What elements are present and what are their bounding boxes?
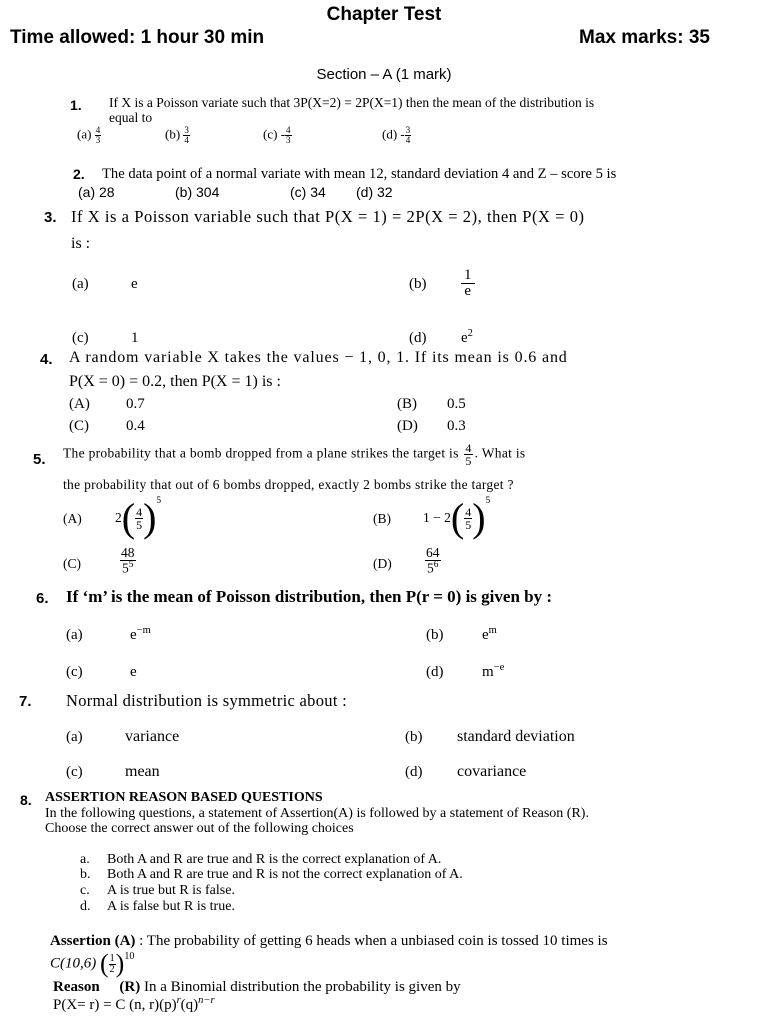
q6-number: 6. <box>36 590 49 607</box>
q1-option-b-value: $\frac{3}{4}$ <box>184 125 189 145</box>
q3-option-d-exp: 2 <box>467 328 473 339</box>
q1-option-c <box>263 126 292 145</box>
q5-option-b-label: (B) <box>373 511 391 526</box>
q7-option-b-value: standard deviation <box>457 728 575 745</box>
q5-text-line1 <box>63 442 525 467</box>
page-title: Chapter Test <box>326 4 442 25</box>
q3-option-c-value: 1 <box>131 330 139 346</box>
q3-option-d-label: (d) <box>409 330 427 346</box>
q8-reason-formula: P(X= r) = C (n, $r)(p)^r(q)^{n-r}$ <box>53 995 215 1013</box>
q1-number: 1. <box>70 97 82 113</box>
q8-choice-a: a. Both A and R are true and R is the correct explanation of A. <box>80 852 442 867</box>
q4-option-d-label: (D) <box>397 418 418 434</box>
q3-option-a-label: (a) <box>72 276 89 292</box>
q8-choice-d: d. A is false but R is true. <box>80 899 235 914</box>
max-marks: Max marks: 35 <box>579 27 710 48</box>
q1-option-c-value: $\frac{4}{3}$ <box>286 125 291 145</box>
q5-number: 5. <box>33 451 46 468</box>
q5-option-b-prefix: 1 − 2 <box>423 510 451 525</box>
q5-option-d-value: $\frac{64}{5^6}$ <box>426 545 440 575</box>
q1-option-a <box>77 126 101 145</box>
q8-intro-line1: In the following questions, a statement of Assertion(A) is followed by a statement of Reason (R). <box>45 806 589 821</box>
q4-text-line1: A random variable X takes the values − 1, 0, 1. If its mean is 0.6 and <box>69 349 568 366</box>
q1-option-d-label: (d) <box>382 126 398 142</box>
q4-option-b-label: (B) <box>397 396 417 412</box>
q5-option-a-exp: 5 <box>156 496 162 506</box>
q8-assertion-label: Assertion (A) <box>50 933 136 949</box>
q3-option-b-num: 1 <box>461 268 475 284</box>
q3-option-a-value: e <box>131 276 138 292</box>
q2-text: The data point of a normal variate with mean 12, standard deviation 4 and Z – score 5 is <box>102 166 617 182</box>
q7-option-c-value: mean <box>125 763 160 780</box>
q4-option-a-label: (A) <box>69 396 90 412</box>
q5-option-a-coef: 2 <box>115 510 122 525</box>
q2-option-c: (c) 34 <box>290 184 326 200</box>
q1-option-c-sign: - <box>280 126 286 142</box>
q8-reason-r: (R) <box>119 979 141 995</box>
q5-option-b-value: 1 − 2( $\frac{4}{5}$ )$^5$ <box>423 495 491 540</box>
q8-assertion-formula: C(10,6) ( $\frac{1}{2}$ )$^{10}$ <box>50 949 135 978</box>
q5-option-a-value: 2( $\frac{4}{5}$ )$^5$ <box>115 495 162 540</box>
q6-option-c-label: (c) <box>66 664 83 680</box>
q1-text-line1: If X is a Poisson variate such that 3P(X=2) = 2P(X=1) then the mean of the distribution is <box>109 95 595 110</box>
q4-option-b-value: 0.5 <box>447 396 466 412</box>
q6-option-b-label: (b) <box>426 627 444 643</box>
q8-assertion <box>50 933 608 950</box>
q5-text-b: . What is <box>474 445 526 461</box>
q6-option-c-value: e <box>130 664 137 680</box>
q4-number: 4. <box>40 351 53 368</box>
q8-heading: ASSERTION REASON BASED QUESTIONS <box>45 790 323 805</box>
q6-option-d-value: $m^{-e}$ <box>482 662 505 680</box>
q1-option-d-value: $\frac{3}{4}$ <box>405 125 411 145</box>
q1-option-c-label: (c) <box>263 126 278 142</box>
q4-option-c-label: (C) <box>69 418 89 434</box>
q8-assertion-text: : The probability of getting 6 heads when a unbiased coin is tossed 10 times is <box>139 933 608 949</box>
q6-option-d-label: (d) <box>426 664 444 680</box>
q3-number: 3. <box>44 209 57 226</box>
q8-reason-label: Reason <box>53 979 100 995</box>
q5-option-b-exp: 5 <box>485 496 491 506</box>
q8-intro-line2: Choose the correct answer out of the following choices <box>45 821 354 836</box>
q3-option-d-base: e <box>461 330 468 346</box>
q5-option-c-value: $\frac{48}{5^5}$ <box>121 545 135 575</box>
q3-option-b-den: e <box>464 283 472 299</box>
q2-option-b: (b) 304 <box>175 184 220 200</box>
q3-option-b-label: (b) <box>409 276 427 292</box>
q7-number: 7. <box>19 693 32 710</box>
q2-option-d: (d) 32 <box>356 184 393 200</box>
q7-text: Normal distribution is symmetric about : <box>66 691 348 710</box>
q3-text-line2: is : <box>71 235 91 252</box>
q6-option-a-value: $e^{-m}$ <box>130 625 151 643</box>
q1-option-b <box>165 126 190 145</box>
q3-option-b-value <box>461 268 475 299</box>
q3-option-d-value <box>461 328 473 347</box>
q8-assertion-exp: 10 <box>124 951 135 962</box>
q1-option-b-label: (b) <box>165 126 181 142</box>
q7-option-d-value: covariance <box>457 763 527 780</box>
q8-reason <box>53 979 461 996</box>
q7-option-b-label: (b) <box>405 729 423 745</box>
q5-option-a-label: (A) <box>63 511 82 526</box>
q5-text-line2: the probability that out of 6 bombs dropped, exactly 2 bombs strike the target ? <box>63 477 514 492</box>
q8-reason-text: In a Binomial distribution the probability is given by <box>144 979 461 995</box>
q5-fraction: $\frac{4}{5}$ <box>465 441 472 468</box>
q5-text-a: The probability that a bomb dropped from a plane strikes the target is <box>63 445 459 461</box>
q2-number: 2. <box>73 166 85 182</box>
q4-option-d-value: 0.3 <box>447 418 466 434</box>
time-allowed: Time allowed: 1 hour 30 min <box>10 27 265 48</box>
q5-option-d-label: (D) <box>373 556 392 571</box>
q4-text-line2: P(X = 0) = 0.2, then P(X = 1) is : <box>69 373 281 390</box>
q1-text-line2: equal to <box>109 110 153 125</box>
q7-option-a-label: (a) <box>66 729 83 745</box>
q2-option-a: (a) 28 <box>78 184 115 200</box>
section-heading: Section – A (1 mark) <box>316 66 452 83</box>
q4-option-a-value: 0.7 <box>126 396 145 412</box>
q6-option-b-value: $e^m$ <box>482 625 497 643</box>
q8-choice-c: c. A is true but R is false. <box>80 883 235 898</box>
q1-option-d <box>382 126 411 145</box>
q1-option-a-label: (a) <box>77 126 92 142</box>
q3-option-c-label: (c) <box>72 330 89 346</box>
q8-choice-b: b. Both A and R are true and R is not the correct explanation of A. <box>80 867 463 882</box>
q4-option-c-value: 0.4 <box>126 418 145 434</box>
q6-text: If ‘m’ is the mean of Poisson distribution, then P(r = 0) is given by : <box>66 587 553 606</box>
q1-option-d-sign: - <box>400 126 405 142</box>
q7-option-c-label: (c) <box>66 764 83 780</box>
q3-text-line1: If X is a Poisson variable such that P(X = 1) = 2P(X = 2), then P(X = 0) <box>71 207 585 226</box>
q7-option-d-label: (d) <box>405 764 423 780</box>
q6-option-a-label: (a) <box>66 627 83 643</box>
q5-option-c-label: (C) <box>63 556 81 571</box>
q7-option-a-value: variance <box>125 728 180 745</box>
q8-number: 8. <box>20 792 32 808</box>
q1-option-a-value: $\frac{4}{3}$ <box>95 125 101 145</box>
